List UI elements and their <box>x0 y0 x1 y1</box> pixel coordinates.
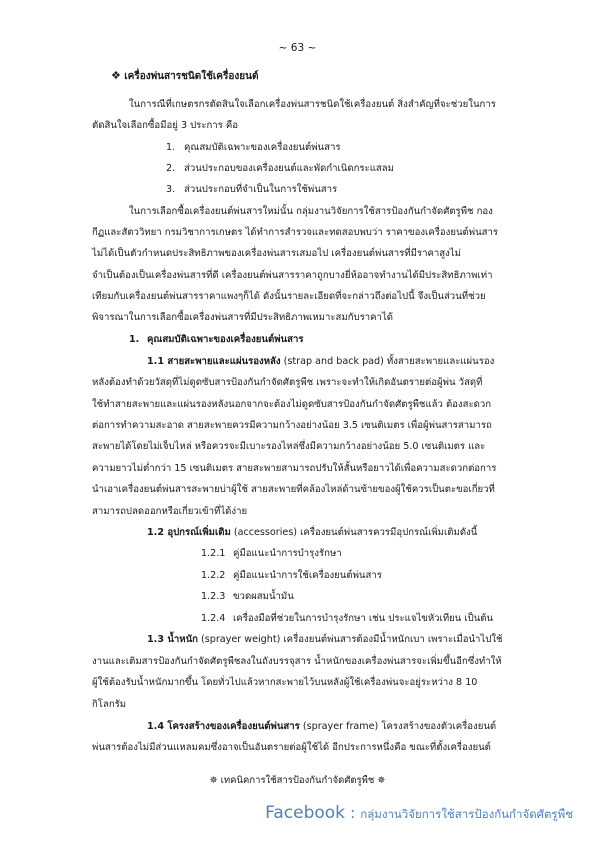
factor-number: 2. <box>166 163 176 174</box>
factor-item <box>166 141 340 154</box>
paragraph-line: พิจารณาในการเลือกซื้อเครื่องพ่นสารที่มีประสิทธิภาพเหมาะสมกับราคาได้ <box>92 312 393 323</box>
sub-item-number: 1.2.3 <box>201 591 226 602</box>
paragraph-line: ผู้ใช้ต้องรับน้ำหนักมากขึ้น โดยทั่วไปแล้วหากสะพายไว้บนหลังผู้ใช้เครื่องพ่นจะอยู่ระหว่าง 8 10 <box>92 677 478 688</box>
factor-text: ส่วนประกอบที่จำเป็นในการใช้พ่นสาร <box>184 184 338 195</box>
paragraph-line: ไม่ได้เป็นตัวกำหนดประสิทธิภาพของเครื่องพ่นสารเสมอไป เครื่องยนต์พ่นสารที่มีราคาสูงไม่ <box>92 248 461 259</box>
subsection-number: 1. <box>129 334 140 345</box>
sub-item <box>201 590 294 603</box>
star-icon: ✵ <box>209 775 218 786</box>
paragraph-line: ในการเลือกซื้อเครื่องยนต์พ่นสารใหม่นั้น กลุ่มงานวิจัยการใช้สารป้องกันกำจัดศัตรูพืช กอง <box>129 206 493 217</box>
sub-item <box>201 547 342 560</box>
item-heading: 1.1 สายสะพายและแผ่นรองหลัง <box>147 356 281 367</box>
footer-text: เทคนิคการใช้สารป้องกันกำจัดศัตรูพืช <box>220 775 375 786</box>
paragraph-line: ความยาวไม่ต่ำกว่า 15 เซนติเมตร สายสะพายสามารถปรับให้สั้นหรือยาวได้เพื่อความสะดวกต่อการ <box>92 463 497 474</box>
section-heading <box>111 69 258 83</box>
factor-number: 1. <box>166 142 176 153</box>
factor-number: 3. <box>166 184 176 195</box>
intro-line: ในการณีที่เกษตรกรตัดสินใจเลือกเครื่องพ่นสารชนิดใช้เครื่องยนต์ สิ่งสำคัญที่จะช่วยในการ <box>129 99 496 110</box>
sub-item-number: 1.2.4 <box>201 613 226 624</box>
sub-item-number: 1.2.1 <box>201 548 226 559</box>
factor-text: คุณสมบัติเฉพาะของเครื่องยนต์พ่นสาร <box>184 142 341 153</box>
facebook-separator: : <box>350 804 356 822</box>
item-1-3-first-line <box>147 633 503 646</box>
facebook-label: Facebook <box>265 803 346 823</box>
diamond-bullet-icon: ❖ <box>111 69 121 82</box>
paragraph-line: สามารถปลดออกหรือเกี่ยวเข้าที่ได้ง่าย <box>92 506 248 517</box>
sub-item-text: คู่มือแนะนำการบำรุงรักษา <box>233 548 342 559</box>
sub-item-number: 1.2.2 <box>201 570 226 581</box>
item-text: (strap and back pad) ทั้งสายสะพายและแผ่นรอง <box>280 356 495 367</box>
running-footer <box>0 773 595 788</box>
factor-item <box>166 162 394 175</box>
item-text: (accessories) เครื่องยนต์พ่นสารควรมีอุปกรณ์เพิ่มเติมดังนี้ <box>230 527 478 538</box>
item-heading: 1.4 โครงสร้างของเครื่องยนต์พ่นสาร <box>147 721 300 732</box>
intro-line: ตัดสินใจเลือกซื้อมีอยู่ 3 ประการ คือ <box>92 120 239 131</box>
paragraph-line: ใช้ทำสายสะพายและแผ่นรองหลังนอกจากจะต้องไม่ดูดซับสารป้องกันกำจัดศัตรูพืชแล้ว ต้องสะดวก <box>92 399 492 410</box>
section-heading-text: เครื่องพ่นสารชนิดใช้เครื่องยนต์ <box>124 71 259 82</box>
factor-item <box>166 183 337 196</box>
paragraph-line: เทียมกับเครื่องยนต์พ่นสารราคาแพงๆก็ได้ ดังนั้นรายละเอียดที่จะกล่าวถึงต่อไปนี้ จึงเป็นส่วนที่ช่วย <box>92 291 486 302</box>
paragraph-line: หลังต้องทำด้วยวัสดุที่ไม่ดูดซับสารป้องกันกำจัดศัตรูพืช เพราะจะทำให้เกิดอันตรายต่อผู้พ่น วัสดุที่ <box>92 377 483 388</box>
item-heading: 1.2 อุปกรณ์เพิ่มเติม <box>147 527 231 538</box>
item-text: (sprayer frame) โครงสร้างของตัวเครื่องยนต์ <box>299 721 497 732</box>
item-1-4-first-line <box>147 720 496 733</box>
facebook-page-name: กลุ่มงานวิจัยการใช้สารป้องกันกำจัดศัตรูพืช <box>360 807 573 821</box>
item-1-2-line <box>147 526 477 539</box>
item-text: (sprayer weight) เครื่องยนต์พ่นสารต้องมีน้ำหนักเบา เพราะเมื่อนำไปใช้ <box>197 634 503 645</box>
subsection-title-text: คุณสมบัติเฉพาะของเครื่องยนต์พ่นสาร <box>147 334 304 345</box>
sub-item <box>201 612 493 625</box>
sub-item-text: ขวดผสมน้ำมัน <box>233 591 294 602</box>
paragraph-line: จำเป็นต้องเป็นเครื่องพ่นสารที่ดี เครื่องยนต์พ่นสารราคาถูกบางยี่ห้ออาจทำงานได้มีประสิทธิภาพเท่า <box>92 270 493 281</box>
paragraph-line: สะพายได้โดยไม่เจ็บไหล่ หรือควรจะมีเบาะรองไหล่ซึ่งมีความกว้างอย่างน้อย 5.0 เซนติเมตร และ <box>92 441 486 452</box>
factor-text: ส่วนประกอบของเครื่องยนต์และพัดกำเนิดกระแสลม <box>184 163 394 174</box>
sub-item <box>201 569 382 582</box>
paragraph-line: พ่นสารต้องไม่มีส่วนแหลมคมซึ่งอาจเป็นอันตรายต่อผู้ใช้ได้ อีกประการหนึ่งคือ ขณะที่ตั้งเครื่องยนต์ <box>92 742 491 753</box>
paragraph-line: งานและเติมสารป้องกันกำจัดศัตรูพืชลงในถังบรรจุสาร น้ำหนักของเครื่องพ่นสารจะเพิ่มขึ้นอีกซึ่งทำให้ <box>92 656 502 667</box>
subsection-title <box>129 333 303 346</box>
paragraph-line: กิโลกรัม <box>92 699 127 710</box>
paragraph-line: นำเอาเครื่องยนต์พ่นสารสะพายบ่าผู้ใช้ สายสะพายที่คล้องไหล่ด้านซ้ายของผู้ใช้ควรเป็นตะขอเกี่ยวที่ <box>92 484 495 495</box>
facebook-credit <box>265 803 573 824</box>
paragraph-line: กีฏและสัตววิทยา กรมวิชาการเกษตร ได้ทำการสำรวจและทดสอบพบว่า ราคาของเครื่องยนต์พ่นสาร <box>92 227 499 238</box>
item-heading: 1.3 น้ำหนัก <box>147 634 198 645</box>
sub-item-text: เครื่องมือที่ช่วยในการบำรุงรักษา เช่น ประแจไขหัวเทียน เป็นต้น <box>233 613 494 624</box>
star-icon: ✵ <box>377 775 386 786</box>
page-number: ~ 63 ~ <box>278 42 317 54</box>
paragraph-line: ต่อการทำความสะอาด สายสะพายควรมีความกว้างอย่างน้อย 3.5 เซนติเมตร เพื่อผู้พ่นสารสามารถ <box>92 420 492 431</box>
sub-item-text: คู่มือแนะนำการใช้เครื่องยนต์พ่นสาร <box>233 570 382 581</box>
item-1-1-first-line <box>147 355 494 368</box>
